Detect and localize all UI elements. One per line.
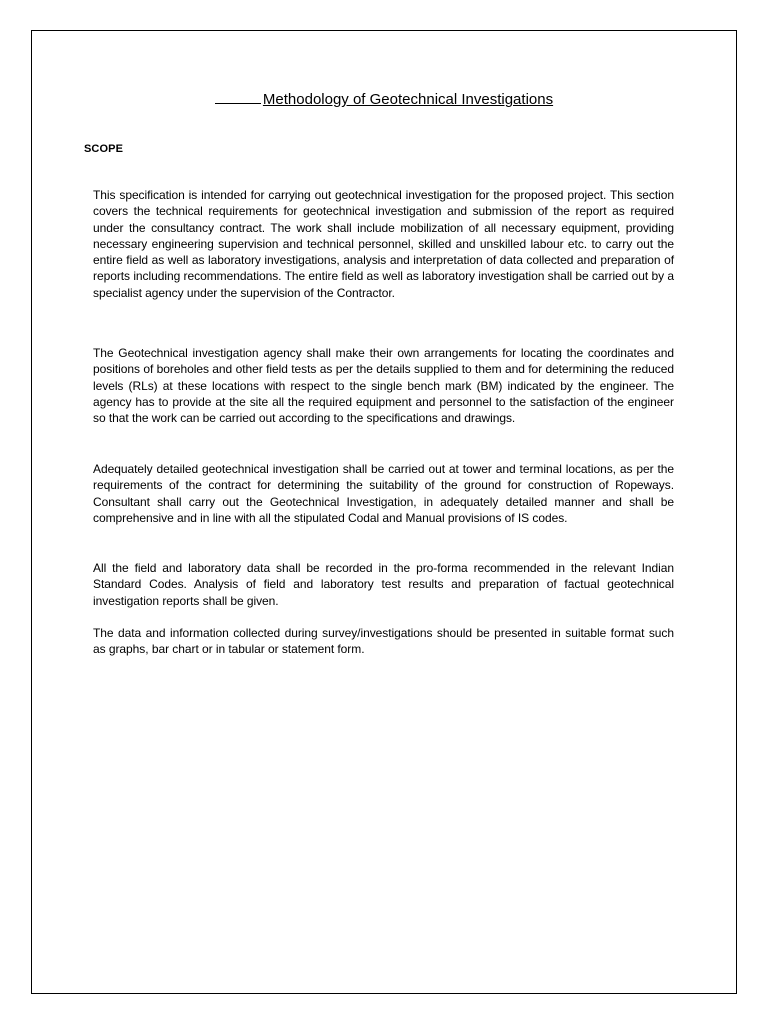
section-heading-scope: SCOPE [84, 143, 124, 155]
document-title [32, 91, 736, 108]
title-underline-lead [215, 91, 261, 104]
paragraph-data-presentation: The data and information collected during survey/investigations should be presented in suitable format such as graphs, bar chart or in tabular or statement form. [93, 626, 674, 657]
paragraph-detailed-investigation: Adequately detailed geotechnical investigation shall be carried out at tower and terminal locations, as per the requirements of the contract for determining the suitability of the ground for construction of Ropeways. Consultant shall carry out the Geotechnical Investigation, in adequately detailed manner and shall be comprehensive and in line with all the stipulated Codal and Manual provisions of IS codes. [93, 462, 674, 525]
paragraph-data-recording: All the field and laboratory data shall be recorded in the pro-forma recommended in the relevant Indian Standard Codes. Analysis of field and laboratory test results and preparation of factual geotechnical investigation reports shall be given. [93, 561, 674, 608]
document-title-text: Methodology of Geotechnical Investigations [262, 91, 554, 108]
paragraph-scope-intro: This specification is intended for carrying out geotechnical investigation for the proposed project. This section covers the technical requirements for geotechnical investigation and submission of the report as required under the consultancy contract. The work shall include mobilization of all necessary equipment, providing necessary engineering supervision and technical personnel, skilled and unskilled labour etc. to carry out the entire field as well as laboratory investigations, analysis and interpretation of data collected and preparation of reports including recommendations. The entire field as well as laboratory investigation shall be carried out by a specialist agency under the supervision of the Contractor. [93, 188, 674, 300]
paragraph-agency-arrangements: The Geotechnical investigation agency shall make their own arrangements for locating the coordinates and positions of boreholes and other field tests as per the details supplied to them and for determining the reduced levels (RLs) at these locations with respect to the single bench mark (BM) indicated by the engineer. The agency has to provide at the site all the required equipment and personnel to the satisfaction of the engineer so that the work can be carried out according to the specifications and drawings. [93, 346, 674, 426]
document-page [31, 30, 737, 994]
